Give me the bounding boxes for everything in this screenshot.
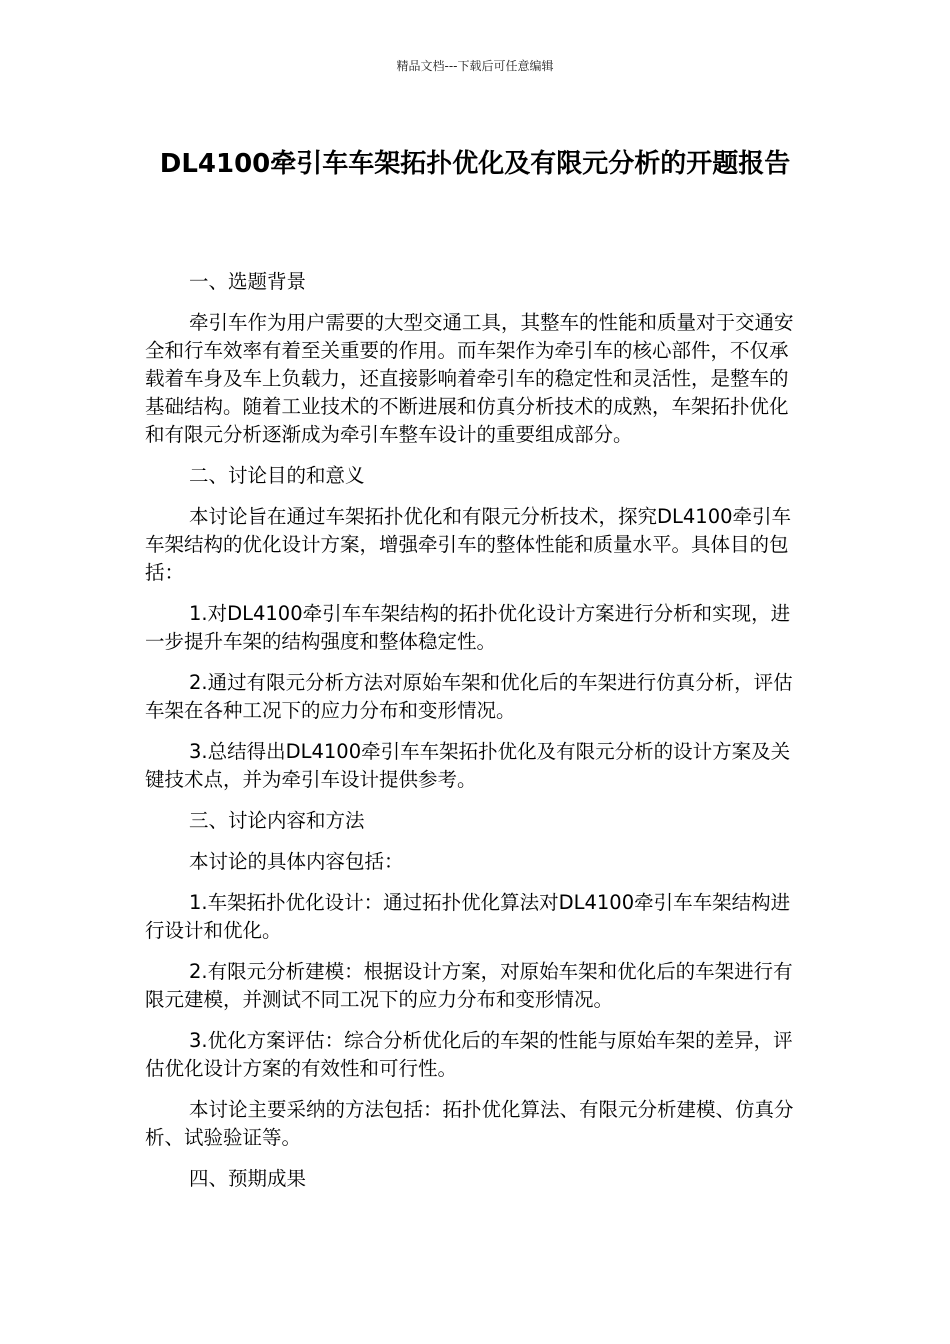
purpose-item-1: 1.对DL4100牵引车车架结构的拓扑优化设计方案进行分析和实现，进一步提升车架的结构强度和整体稳定性。: [145, 602, 791, 653]
paragraph-methods: 本讨论主要采纳的方法包括：拓扑优化算法、有限元分析建模、仿真分析、试验验证等。: [145, 1098, 794, 1149]
section-heading-results: 四、预期成果: [189, 1167, 307, 1190]
purpose-item-2: 2.通过有限元分析方法对原始车架和优化后的车架进行仿真分析，评估车架在各种工况下的应力分布和变形情况。: [145, 671, 793, 722]
section-heading-content: 三、讨论内容和方法: [189, 809, 365, 832]
page-header: 精品文档---下载后可任意编辑: [396, 59, 554, 73]
paragraph-content-intro: 本讨论的具体内容包括：: [189, 850, 404, 873]
content-item-2: 2.有限元分析建模：根据设计方案，对原始车架和优化后的车架进行有限元建模，并测试不同工况下的应力分布和变形情况。: [145, 960, 793, 1011]
document-title: DL4100牵引车车架拓扑优化及有限元分析的开题报告: [159, 149, 791, 179]
content-item-1: 1.车架拓扑优化设计：通过拓扑优化算法对DL4100牵引车车架结构进行设计和优化。: [145, 891, 791, 942]
purpose-item-3: 3.总结得出DL4100牵引车车架拓扑优化及有限元分析的设计方案及关键技术点，并为牵引车设计提供参考。: [145, 740, 791, 791]
paragraph-background: 牵引车作为用户需要的大型交通工具，其整车的性能和质量对于交通安全和行车效率有着至关重要的作用。而车架作为牵引车的核心部件，不仅承载着车身及车上负载力，还直接影响着牵引车的稳定性和灵活性，是整车的基础结构。随着工业技术的不断进展和仿真分析技术的成熟，车架拓扑优化和有限元分析逐渐成为牵引车整车设计的重要组成部分。: [145, 311, 794, 446]
section-heading-purpose: 二、讨论目的和意义: [189, 464, 365, 487]
document-body: [145, 268, 805, 1206]
paragraph-purpose: 本讨论旨在通过车架拓扑优化和有限元分析技术，探究DL4100牵引车车架结构的优化设计方案，增强牵引车的整体性能和质量水平。具体目的包括：: [145, 505, 792, 584]
content-item-3: 3.优化方案评估：综合分析优化后的车架的性能与原始车架的差异，评估优化设计方案的有效性和可行性。: [145, 1029, 793, 1080]
section-heading-background: 一、选题背景: [189, 270, 307, 293]
